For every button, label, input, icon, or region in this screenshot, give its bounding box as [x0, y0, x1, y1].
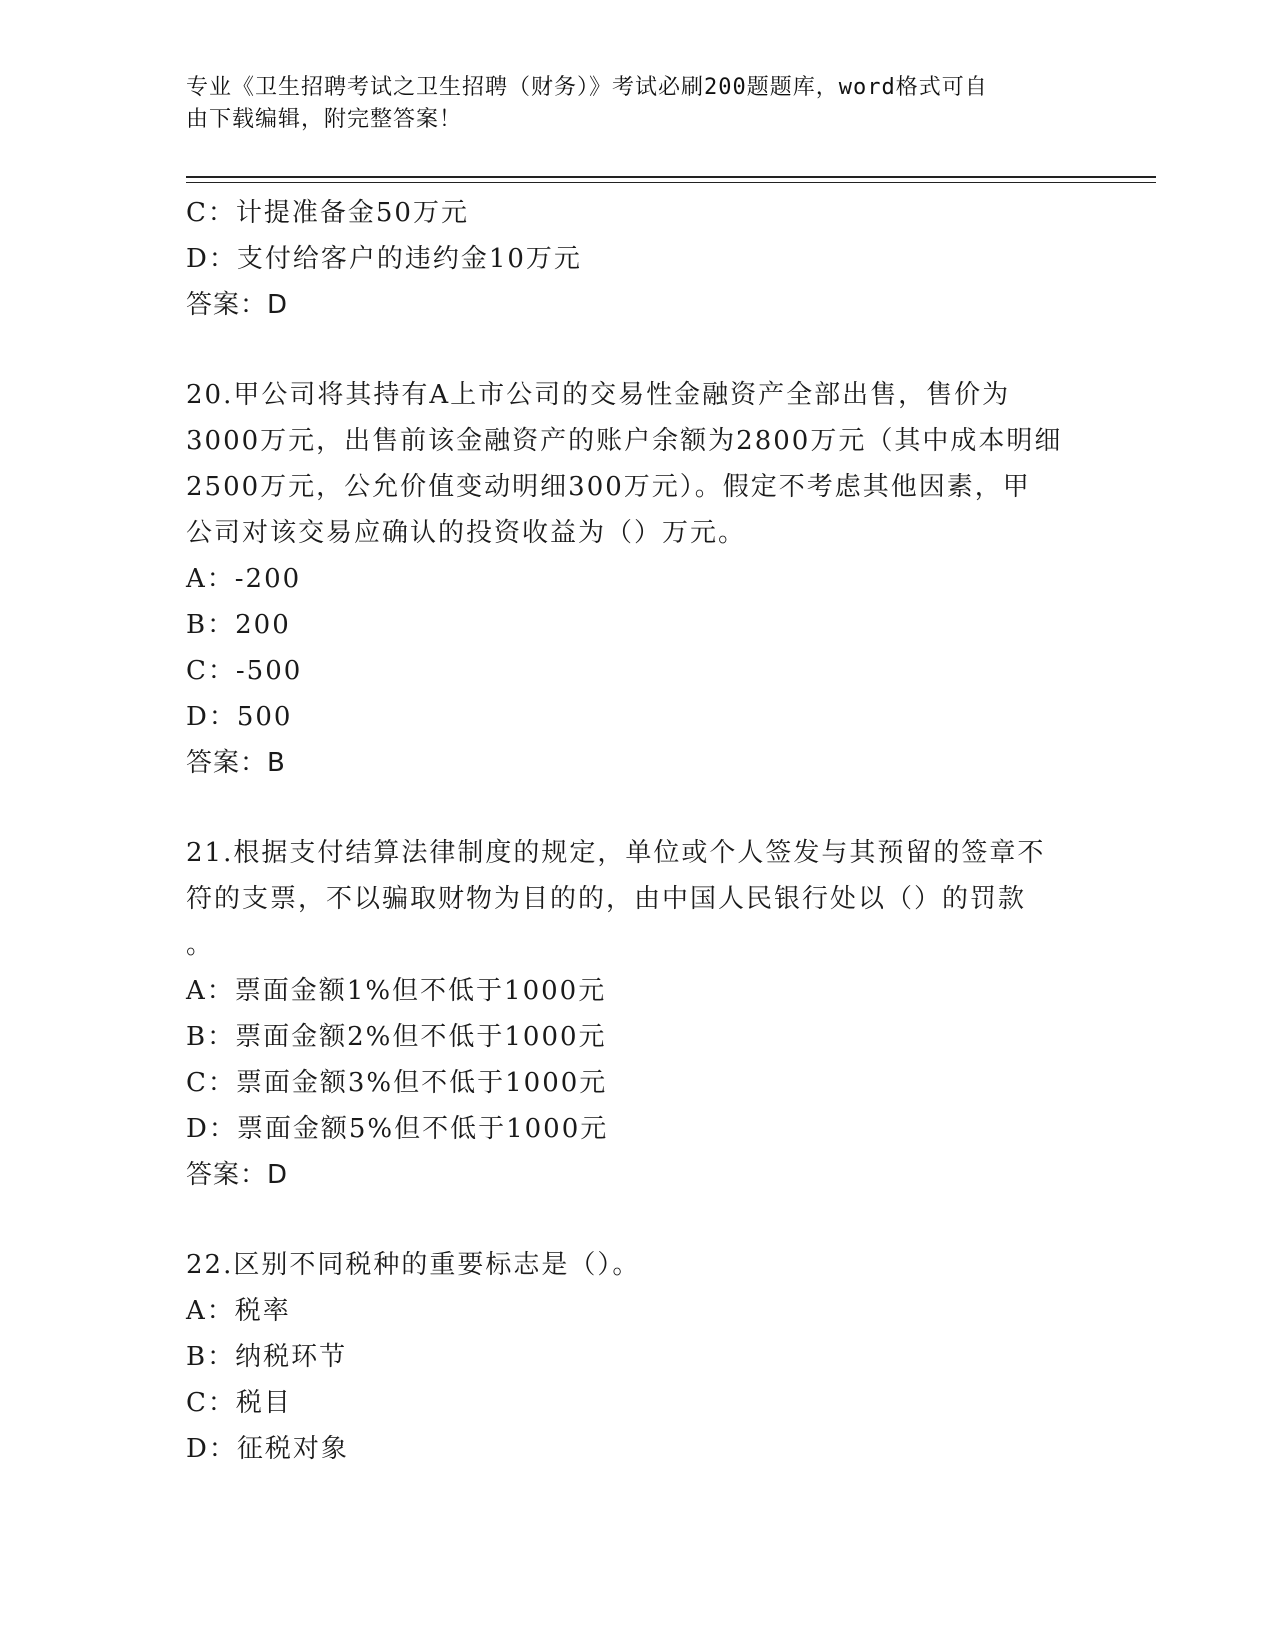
option-c: C：票面金额3%但不低于1000元	[186, 1068, 608, 1098]
question-text-line: 公司对该交易应确认的投资收益为（）万元。	[186, 518, 747, 548]
option-c: C：计提准备金50万元	[186, 198, 469, 228]
header-divider-thick	[186, 176, 1156, 178]
option-d: D：征税对象	[186, 1434, 349, 1464]
option-b: B：纳税环节	[186, 1342, 348, 1372]
option-b: B：200	[186, 610, 291, 640]
answer: 答案：D	[186, 1160, 289, 1190]
option-c: C：税目	[186, 1388, 292, 1418]
spacer	[186, 1198, 1086, 1242]
question-content	[186, 190, 1086, 1472]
header-divider-thin	[186, 182, 1156, 183]
option-d: D：500	[186, 702, 293, 732]
answer: 答案：B	[186, 748, 286, 778]
question-20	[186, 372, 1086, 786]
option-d: D：票面金额5%但不低于1000元	[186, 1114, 609, 1144]
question-19-tail	[186, 190, 1086, 328]
question-21	[186, 830, 1086, 1198]
option-a: A：税率	[186, 1296, 291, 1326]
question-text-line: 20.甲公司将其持有A上市公司的交易性金融资产全部出售，售价为	[186, 380, 1011, 410]
question-22	[186, 1242, 1086, 1472]
spacer	[186, 786, 1086, 830]
question-text-line: 21.根据支付结算法律制度的规定，单位或个人签发与其预留的签章不	[186, 838, 1046, 868]
option-a: A：票面金额1%但不低于1000元	[186, 976, 607, 1006]
question-text-line: 2500万元，公允价值变动明细300万元）。假定不考虑其他因素，甲	[186, 472, 1031, 502]
question-text-line: 3000万元，出售前该金融资产的账户余额为2800万元（其中成本明细	[186, 426, 1063, 456]
option-d: D：支付给客户的违约金10万元	[186, 244, 582, 274]
answer: 答案：D	[186, 290, 289, 320]
spacer	[186, 328, 1086, 372]
question-text-line: 22.区别不同税种的重要标志是（）。	[186, 1250, 641, 1280]
question-text-line: 。	[186, 930, 215, 960]
option-a: A：-200	[186, 564, 302, 594]
option-b: B：票面金额2%但不低于1000元	[186, 1022, 607, 1052]
option-c: C：-500	[186, 656, 303, 686]
header-line-2: 由下载编辑，附完整答案！	[186, 107, 463, 132]
document-header	[186, 72, 1086, 136]
header-line-1: 专业《卫生招聘考试之卫生招聘（财务）》考试必刷200题题库，word格式可自	[186, 75, 988, 100]
question-text-line: 符的支票，不以骗取财物为目的的，由中国人民银行处以（）的罚款	[186, 884, 1027, 914]
